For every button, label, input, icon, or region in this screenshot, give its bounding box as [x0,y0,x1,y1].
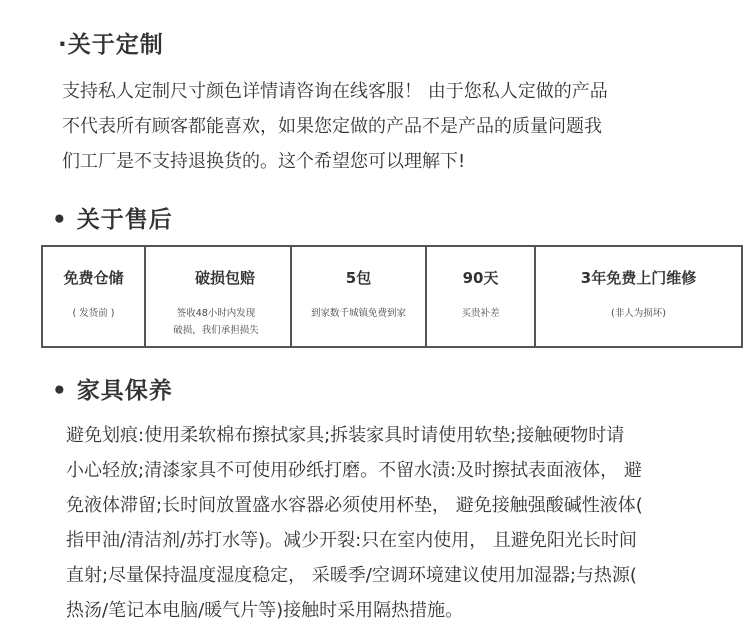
service-cell-damage [146,247,292,346]
care-line: 热汤/笔记本电脑/暖气片等)接触时采用隔热措施。 [66,600,464,621]
service-note-line: 买贵补差 [461,308,500,319]
service-note [427,305,534,322]
customize-paragraph [62,74,608,179]
service-title: 破损包赔 [194,269,255,287]
service-note [43,305,144,322]
customize-line: 们工厂是不支持退换货的。这个希望您可以理解下! [62,151,466,172]
service-note [292,305,425,322]
service-title: 3年免费上门维修 [580,269,697,287]
service-note-line: (非人为损坏) [611,308,666,319]
customize-heading: ·关于定制 [58,32,164,58]
service-cell-storage [43,247,146,346]
service-note-line: ( 发货前 ) [72,308,115,319]
care-line: 避免划痕:使用柔软棉布擦拭家具;拆装家具时请使用软垫;接触硬物时请 [66,425,625,446]
care-line: 指甲油/清洁剂/苏打水等)。减少开裂:只在室内使用， 且避免阳光长时间 [66,530,637,551]
customize-line: 支持私人定制尺寸颜色详情请咨询在线客服！ 由于您私人定做的产品 [62,81,608,102]
after-sales-heading: • 关于售后 [52,207,173,233]
care-line: 小心轻放;清漆家具不可使用砂纸打磨。不留水渍:及时擦拭表面液体， 避 [66,460,642,481]
after-sales-table [41,245,743,348]
service-title: 90天 [462,269,499,287]
service-title: 免费仓储 [63,269,124,287]
service-cell-delivery [292,247,427,346]
care-line: 直射;尽量保持温度湿度稳定， 采暖季/空调环境建议使用加湿器;与热源( [66,565,637,586]
customize-line: 不代表所有顾客都能喜欢，如果您定做的产品不是产品的质量问题我 [62,116,602,137]
care-heading: • 家具保养 [52,378,173,404]
service-cell-repair [536,247,741,346]
service-note-line: 破损，我们承担损失 [173,325,259,336]
service-title: 5包 [345,269,372,287]
service-note-line: 到家数千城镇免费到家 [310,308,406,319]
service-note-line: 签收48小时内发现 [176,308,256,319]
service-note [536,305,741,322]
care-line: 免液体滞留;长时间放置盛水容器必须使用杯垫， 避免接触强酸碱性液体( [66,495,643,516]
service-note [142,305,290,339]
service-cell-price [427,247,536,346]
care-paragraph [66,418,643,628]
